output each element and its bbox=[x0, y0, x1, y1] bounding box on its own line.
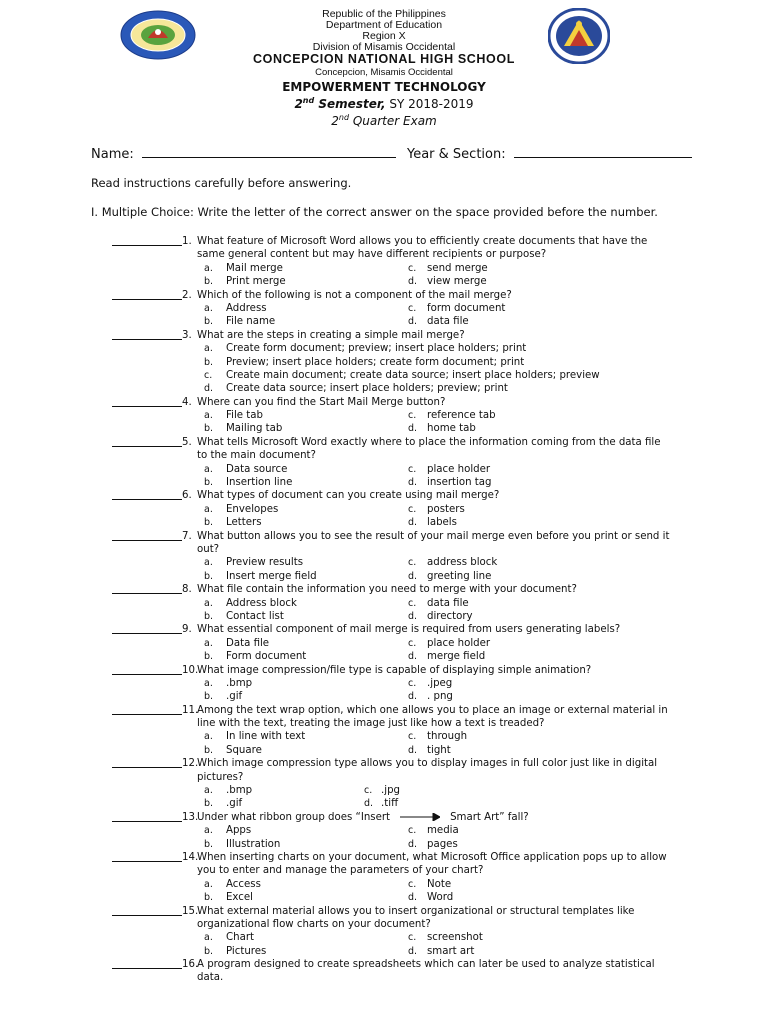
choice-row bbox=[0, 730, 768, 743]
question-stem-line bbox=[0, 235, 768, 248]
question-stem-continuation bbox=[0, 248, 768, 261]
choice-letter: a. bbox=[204, 503, 213, 515]
choice-row bbox=[0, 342, 768, 355]
choice-text: Chart bbox=[226, 932, 254, 944]
question-text: What tells Microsoft Word exactly where to place the information coming from the data file bbox=[197, 436, 661, 448]
choice-letter: b. bbox=[204, 316, 214, 328]
choice-row bbox=[0, 838, 768, 851]
choice-text: place holder bbox=[427, 637, 491, 649]
choice-letter: c. bbox=[364, 785, 373, 797]
question-text: Where can you find the Start Mail Merge button? bbox=[197, 396, 446, 408]
question-stem-continuation bbox=[0, 717, 768, 730]
exam-semester-line bbox=[0, 97, 768, 111]
choice-letter: c. bbox=[408, 410, 417, 422]
choice-text: Excel bbox=[226, 892, 253, 904]
choice-row bbox=[0, 262, 768, 275]
question-text: What external material allows you to insert organizational or structural templates like bbox=[197, 905, 635, 917]
general-instructions: Read instructions carefully before answering. bbox=[91, 176, 352, 190]
choice-text: In line with text bbox=[226, 731, 306, 743]
choice-letter: b. bbox=[204, 892, 214, 904]
choice-letter: b. bbox=[204, 423, 214, 435]
answer-blank[interactable] bbox=[112, 530, 182, 541]
choice-letter: c. bbox=[408, 262, 417, 274]
year-section-blank[interactable] bbox=[514, 145, 692, 158]
choice-row bbox=[0, 945, 768, 958]
question-number: 11. bbox=[182, 704, 199, 716]
choice-letter: a. bbox=[204, 597, 213, 609]
question-number: 15. bbox=[182, 905, 199, 917]
choice-row bbox=[0, 556, 768, 569]
quarter-ordinal-suffix: nd bbox=[338, 113, 350, 122]
answer-blank[interactable] bbox=[112, 757, 182, 768]
choice-text: Word bbox=[427, 892, 454, 904]
choice-text: screenshot bbox=[427, 932, 483, 944]
choice-letter: a. bbox=[204, 731, 213, 743]
choice-row bbox=[0, 369, 768, 382]
question-text: What types of document can you create using mail merge? bbox=[197, 490, 500, 502]
choice-letter: b. bbox=[204, 610, 214, 622]
part1-instructions: I. Multiple Choice: Write the letter of the correct answer on the space provided before the number. bbox=[91, 205, 658, 219]
question-stem-line bbox=[0, 329, 768, 342]
question-text-tail bbox=[197, 811, 529, 824]
choice-text: Preview results bbox=[226, 557, 304, 569]
answer-blank[interactable] bbox=[112, 811, 182, 822]
question-number: 13. bbox=[182, 811, 199, 823]
question-item bbox=[0, 757, 768, 811]
choice-letter: d. bbox=[408, 517, 418, 529]
choice-text: reference tab bbox=[427, 410, 496, 422]
question-item bbox=[0, 489, 768, 529]
choice-text: Letters bbox=[226, 517, 262, 529]
question-text: What file contain the information you need to merge with your document? bbox=[197, 584, 577, 596]
choice-text: Address bbox=[226, 302, 267, 314]
choice-text: insertion tag bbox=[427, 477, 492, 489]
choice-letter: b. bbox=[204, 798, 214, 810]
choice-text: smart art bbox=[427, 945, 475, 957]
choice-text: Create form document; preview; insert place holders; print bbox=[226, 343, 527, 355]
question-text: What essential component of mail merge is required from users generating labels? bbox=[197, 624, 621, 636]
choice-row bbox=[0, 878, 768, 891]
question-stem-line bbox=[0, 396, 768, 409]
question-number: 2. bbox=[182, 289, 192, 301]
choice-text: Mail merge bbox=[226, 262, 283, 274]
name-blank[interactable] bbox=[142, 145, 396, 158]
choice-row bbox=[0, 422, 768, 435]
question-text: What image compression/file type is capable of displaying simple animation? bbox=[197, 664, 592, 676]
question-text-continued: pictures? bbox=[197, 771, 244, 783]
quarter-ordinal: 2 bbox=[331, 114, 339, 128]
choice-text: Data file bbox=[226, 637, 270, 649]
question-stem-line bbox=[0, 530, 768, 543]
question-number: 4. bbox=[182, 396, 192, 408]
choice-letter: c. bbox=[408, 878, 417, 890]
header-division: Division of Misamis Occidental bbox=[312, 41, 456, 53]
question-item bbox=[0, 958, 768, 985]
choice-text: Apps bbox=[226, 825, 252, 837]
question-stem-line bbox=[0, 958, 768, 971]
choice-text: data file bbox=[427, 316, 469, 328]
choice-row bbox=[0, 463, 768, 476]
quarter-word: Quarter Exam bbox=[349, 114, 437, 128]
question-stem-continuation bbox=[0, 771, 768, 784]
choice-text: Note bbox=[427, 878, 452, 890]
choice-text: .jpg bbox=[381, 785, 401, 797]
choice-letter: a. bbox=[204, 825, 213, 837]
choice-text: .gif bbox=[226, 691, 243, 703]
answer-blank[interactable] bbox=[112, 489, 182, 500]
choice-row bbox=[0, 302, 768, 315]
choice-text: Print merge bbox=[226, 276, 286, 288]
choice-row bbox=[0, 744, 768, 757]
question-item bbox=[0, 329, 768, 396]
choice-text: Form document bbox=[226, 651, 307, 663]
choice-text: .bmp bbox=[226, 677, 253, 689]
choice-text: labels bbox=[427, 517, 457, 529]
question-text-continued: same general content but may have different recipients or purpose? bbox=[197, 249, 547, 261]
exam-quarter-line bbox=[0, 114, 768, 128]
choice-row bbox=[0, 797, 768, 810]
answer-blank[interactable] bbox=[112, 235, 182, 246]
choice-letter: b. bbox=[204, 517, 214, 529]
exam-subject-title: EMPOWERMENT TECHNOLOGY bbox=[282, 80, 486, 94]
question-stem-continuation bbox=[0, 918, 768, 931]
choice-text: Contact list bbox=[226, 610, 284, 622]
choice-text: media bbox=[427, 825, 459, 837]
choice-row bbox=[0, 637, 768, 650]
question-item bbox=[0, 289, 768, 329]
choice-row bbox=[0, 677, 768, 690]
choice-row bbox=[0, 476, 768, 489]
question-number: 12. bbox=[182, 758, 199, 770]
question-text: Which image compression type allows you to display images in full color just like in digital bbox=[197, 758, 658, 770]
question-list bbox=[0, 235, 768, 985]
choice-text: Mailing tab bbox=[226, 423, 283, 435]
semester-word: Semester, bbox=[314, 97, 386, 111]
question-stem-line bbox=[0, 851, 768, 864]
answer-blank[interactable] bbox=[112, 851, 182, 862]
question-text: What are the steps in creating a simple mail merge? bbox=[197, 329, 465, 341]
question-text: What button allows you to see the result of your mail merge even before you print or send it bbox=[197, 530, 670, 542]
choice-row bbox=[0, 356, 768, 369]
choice-letter: a. bbox=[204, 262, 213, 274]
choice-letter: c. bbox=[408, 597, 417, 609]
choice-row bbox=[0, 503, 768, 516]
year-section-label: Year & Section: bbox=[407, 147, 506, 162]
choice-text: send merge bbox=[427, 262, 488, 274]
question-number: 5. bbox=[182, 436, 192, 448]
right-arrow-icon bbox=[400, 813, 440, 821]
choice-row bbox=[0, 409, 768, 422]
choice-text: greeting line bbox=[427, 570, 492, 582]
choice-text: address block bbox=[427, 557, 498, 569]
question-item bbox=[0, 664, 768, 704]
choice-row bbox=[0, 931, 768, 944]
question-stem-line bbox=[0, 489, 768, 502]
choice-text: .jpeg bbox=[427, 677, 453, 689]
choice-letter: a. bbox=[204, 410, 213, 422]
question-text-head: Under what ribbon group does “Insert bbox=[197, 811, 391, 823]
choice-letter: d. bbox=[408, 892, 418, 904]
choice-text: Create data source; insert place holders; preview; print bbox=[226, 383, 508, 395]
choice-letter: b. bbox=[204, 945, 214, 957]
question-item bbox=[0, 704, 768, 758]
choice-row bbox=[0, 650, 768, 663]
answer-blank[interactable] bbox=[112, 905, 182, 916]
answer-blank[interactable] bbox=[112, 289, 182, 300]
choice-row bbox=[0, 610, 768, 623]
choice-text: Square bbox=[226, 744, 262, 756]
choice-text: Illustration bbox=[226, 838, 281, 850]
choice-text: merge field bbox=[427, 651, 486, 663]
choice-letter: b. bbox=[204, 356, 214, 368]
choice-letter: b. bbox=[204, 744, 214, 756]
choice-text: Pictures bbox=[226, 945, 267, 957]
question-text-continued: data. bbox=[197, 972, 224, 984]
choice-letter: a. bbox=[204, 302, 213, 314]
question-text-continued: organizational flow charts on your document? bbox=[197, 918, 431, 930]
choice-row bbox=[0, 690, 768, 703]
choice-letter: a. bbox=[204, 932, 213, 944]
question-text: Among the text wrap option, which one allows you to place an image or external material in bbox=[197, 704, 668, 716]
question-number: 8. bbox=[182, 584, 192, 596]
choice-text: home tab bbox=[427, 423, 476, 435]
choice-text: .tiff bbox=[381, 798, 399, 810]
answer-blank[interactable] bbox=[112, 704, 182, 715]
choice-letter: c. bbox=[204, 369, 213, 381]
choice-letter: d. bbox=[408, 423, 418, 435]
question-number: 1. bbox=[182, 236, 192, 247]
choice-letter: d. bbox=[364, 798, 374, 810]
question-text: Which of the following is not a component of the mail merge? bbox=[197, 289, 512, 301]
school-year: SY 2018-2019 bbox=[385, 97, 474, 111]
question-item bbox=[0, 905, 768, 959]
question-text-continued: you to enter and manage the parameters of your chart? bbox=[197, 865, 484, 877]
choice-letter: c. bbox=[408, 637, 417, 649]
question-number: 10. bbox=[182, 664, 199, 676]
choice-text: Data source bbox=[226, 463, 288, 475]
question-number: 3. bbox=[182, 329, 192, 341]
choice-letter: d. bbox=[408, 744, 418, 756]
choice-row bbox=[0, 516, 768, 529]
choice-text: Address block bbox=[226, 597, 297, 609]
choice-letter: d. bbox=[408, 838, 418, 850]
question-text-continued: line with the text, treating the image just like how a text is treaded? bbox=[197, 718, 545, 730]
semester-ordinal: 2 bbox=[294, 97, 303, 111]
choice-text: Envelopes bbox=[226, 503, 279, 515]
question-stem-line bbox=[0, 664, 768, 677]
year-section-field-row bbox=[407, 145, 692, 162]
choice-letter: c. bbox=[408, 677, 417, 689]
choice-text: File tab bbox=[226, 410, 263, 422]
choice-letter: c. bbox=[408, 825, 417, 837]
question-text-end: Smart Art” fall? bbox=[450, 811, 529, 823]
choice-letter: d. bbox=[408, 610, 418, 622]
choice-letter: d. bbox=[408, 276, 418, 288]
question-item bbox=[0, 436, 768, 490]
question-item bbox=[0, 623, 768, 663]
choice-letter: b. bbox=[204, 570, 214, 582]
choice-letter: a. bbox=[204, 463, 213, 475]
choice-letter: c. bbox=[408, 503, 417, 515]
choice-row bbox=[0, 382, 768, 395]
answer-blank[interactable] bbox=[112, 396, 182, 407]
choice-letter: a. bbox=[204, 557, 213, 569]
question-item bbox=[0, 811, 768, 851]
question-stem-line bbox=[0, 436, 768, 449]
choice-row bbox=[0, 784, 768, 797]
choice-text: File name bbox=[226, 316, 276, 328]
header-school-name: CONCEPCION NATIONAL HIGH SCHOOL bbox=[253, 52, 515, 66]
question-item bbox=[0, 530, 768, 584]
question-text: A program designed to create spreadsheets which can later be used to analyze statistical bbox=[197, 959, 655, 971]
choice-text: Access bbox=[226, 878, 261, 890]
choice-letter: a. bbox=[204, 343, 213, 355]
choice-text: directory bbox=[427, 610, 473, 622]
question-stem-line bbox=[0, 905, 768, 918]
name-label: Name: bbox=[91, 147, 134, 162]
question-stem-line bbox=[0, 289, 768, 302]
choice-text: place holder bbox=[427, 463, 491, 475]
choice-letter: c. bbox=[408, 302, 417, 314]
question-text: What feature of Microsoft Word allows you to efficiently create documents that have the bbox=[197, 236, 648, 247]
choice-text: through bbox=[427, 731, 468, 743]
answer-blank[interactable] bbox=[112, 329, 182, 340]
choice-letter: c. bbox=[408, 932, 417, 944]
question-stem-line bbox=[0, 583, 768, 596]
choice-text: Create main document; create data source; insert place holders; preview bbox=[226, 369, 600, 381]
answer-blank[interactable] bbox=[112, 436, 182, 447]
answer-blank[interactable] bbox=[112, 623, 182, 634]
question-number: 16. bbox=[182, 959, 199, 971]
question-stem-line bbox=[0, 704, 768, 717]
choice-letter: a. bbox=[204, 677, 213, 689]
choice-text: Insert merge field bbox=[226, 570, 317, 582]
choice-row bbox=[0, 891, 768, 904]
choice-row bbox=[0, 570, 768, 583]
choice-row bbox=[0, 315, 768, 328]
question-item bbox=[0, 583, 768, 623]
choice-text: tight bbox=[427, 744, 451, 756]
choice-letter: c. bbox=[408, 463, 417, 475]
choice-letter: a. bbox=[204, 878, 213, 890]
question-text: When inserting charts on your document, what Microsoft Office application pops up to allow bbox=[197, 851, 667, 863]
question-text-continued: out? bbox=[197, 543, 220, 555]
choice-row bbox=[0, 824, 768, 837]
header-country: Republic of the Philippines bbox=[322, 8, 446, 20]
question-stem-line bbox=[0, 811, 768, 824]
choice-text: form document bbox=[427, 302, 506, 314]
choice-letter: b. bbox=[204, 838, 214, 850]
choice-letter: c. bbox=[408, 731, 417, 743]
question-stem-line bbox=[0, 623, 768, 636]
choice-letter: a. bbox=[204, 637, 213, 649]
choice-row bbox=[0, 597, 768, 610]
question-number: 14. bbox=[182, 851, 199, 863]
choice-letter: b. bbox=[204, 651, 214, 663]
header-school-address: Concepcion, Misamis Occidental bbox=[315, 67, 453, 78]
choice-letter: d. bbox=[408, 477, 418, 489]
choice-text: posters bbox=[427, 503, 465, 515]
question-text-continued: to the main document? bbox=[197, 450, 316, 462]
question-stem-continuation bbox=[0, 864, 768, 877]
choice-text: Insertion line bbox=[226, 477, 293, 489]
choice-letter: d. bbox=[408, 316, 418, 328]
choice-text: .gif bbox=[226, 798, 243, 810]
header-region: Region X bbox=[362, 30, 406, 42]
choice-letter: d. bbox=[408, 651, 418, 663]
answer-blank[interactable] bbox=[112, 958, 182, 969]
choice-text: data file bbox=[427, 597, 469, 609]
choice-letter: d. bbox=[204, 383, 214, 395]
header-department: Department of Education bbox=[325, 19, 443, 31]
question-stem-continuation bbox=[0, 543, 768, 556]
choice-letter: b. bbox=[204, 477, 214, 489]
question-item bbox=[0, 396, 768, 436]
question-stem-continuation bbox=[0, 449, 768, 462]
question-stem-line bbox=[0, 757, 768, 770]
question-number: 7. bbox=[182, 530, 192, 542]
semester-ordinal-suffix: nd bbox=[302, 96, 315, 105]
question-number: 9. bbox=[182, 624, 192, 636]
choice-letter: d. bbox=[408, 570, 418, 582]
answer-blank[interactable] bbox=[112, 583, 182, 594]
choice-letter: c. bbox=[408, 557, 417, 569]
choice-text: view merge bbox=[427, 276, 487, 288]
question-stem-continuation bbox=[0, 971, 768, 984]
choice-text: .bmp bbox=[226, 785, 253, 797]
choice-text: Preview; insert place holders; create form document; print bbox=[226, 356, 525, 368]
choice-letter: d. bbox=[408, 945, 418, 957]
question-item bbox=[0, 851, 768, 905]
question-number: 6. bbox=[182, 490, 192, 502]
choice-row bbox=[0, 275, 768, 288]
choice-letter: a. bbox=[204, 785, 213, 797]
choice-letter: d. bbox=[408, 691, 418, 703]
answer-blank[interactable] bbox=[112, 664, 182, 675]
choice-text: pages bbox=[427, 838, 458, 850]
choice-letter: b. bbox=[204, 276, 214, 288]
question-item bbox=[0, 235, 768, 289]
name-field-row bbox=[91, 145, 396, 162]
choice-letter: b. bbox=[204, 691, 214, 703]
choice-text: . png bbox=[427, 691, 453, 703]
